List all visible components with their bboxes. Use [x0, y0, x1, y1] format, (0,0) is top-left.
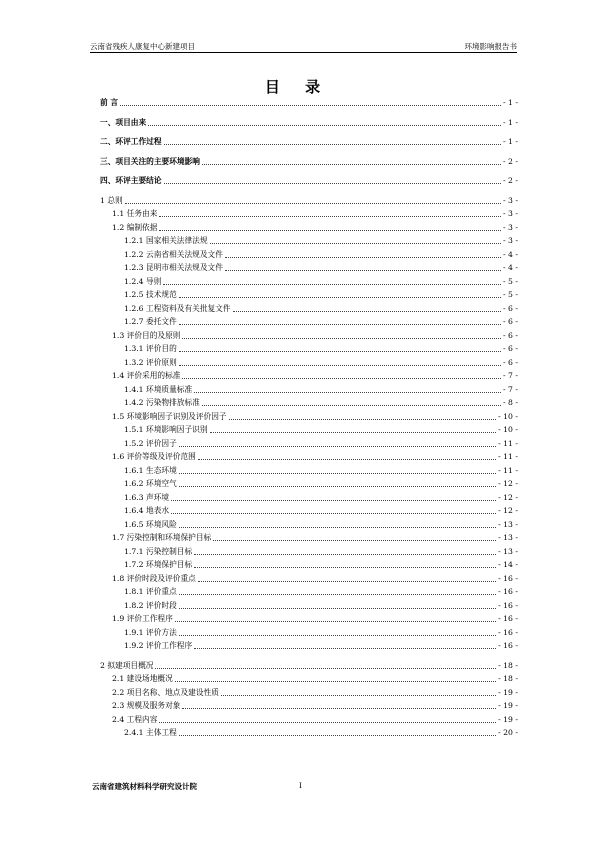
toc-leader-dots: [179, 486, 496, 487]
toc-entry-label: 二、环评工作过程: [100, 137, 162, 146]
toc-entry-label: 1.2.4 导则: [124, 276, 162, 286]
toc-leader-dots: [210, 243, 502, 244]
toc-entry-page: - 19 -: [498, 714, 518, 724]
toc-entry-page: - 11 -: [498, 438, 518, 448]
toc-entry-page: - 16 -: [498, 587, 518, 596]
toc-entry[interactable]: [112, 699, 518, 712]
toc-entry[interactable]: [100, 116, 518, 129]
toc-entry[interactable]: [100, 155, 518, 168]
toc-leader-dots: [229, 419, 497, 420]
toc-leader-dots: [179, 297, 501, 298]
toc-entry[interactable]: [124, 599, 518, 612]
toc-leader-dots: [159, 722, 496, 723]
toc-leader-dots: [202, 164, 501, 165]
toc-leader-dots: [179, 608, 496, 609]
toc-leader-dots: [194, 648, 496, 649]
toc-entry[interactable]: [124, 423, 518, 436]
toc-entry-page: - 8 -: [503, 398, 518, 407]
toc-entry-page: - 10 -: [498, 411, 518, 421]
toc-entry-label: 一、项目由来: [100, 117, 147, 127]
toc-entry-page: - 5 -: [503, 276, 518, 286]
toc-entry[interactable]: [112, 713, 518, 726]
toc-entry-page: - 6 -: [503, 303, 518, 313]
toc-entry-page: - 19 -: [498, 701, 518, 710]
toc-entry[interactable]: [112, 672, 518, 685]
toc-entry[interactable]: [112, 369, 518, 382]
toc-leader-dots: [171, 500, 496, 501]
toc-entry-page: - 20 -: [498, 728, 518, 737]
toc-entry-page: - 7 -: [503, 371, 518, 380]
footer-page-number: I: [299, 781, 302, 790]
toc-entry[interactable]: [124, 275, 518, 288]
toc-leader-dots: [179, 527, 496, 528]
toc-entry[interactable]: [124, 356, 518, 369]
toc-entry[interactable]: [112, 410, 518, 423]
toc-entry-label: 1.5.1 环境影响因子识别: [124, 425, 208, 434]
toc-leader-dots: [225, 270, 501, 271]
toc-entry-label: 1.1 任务由来: [112, 209, 158, 218]
toc-entry-label: 1.9.1 评价方法: [124, 627, 177, 637]
toc-entry-label: 1.6.3 声环境: [124, 492, 170, 502]
toc-entry[interactable]: [124, 491, 518, 504]
toc-entry-label: 1.9.2 评价工作程序: [124, 641, 193, 650]
toc-leader-dots: [198, 581, 496, 582]
toc-entry[interactable]: [124, 558, 518, 571]
toc-entry-page: - 4 -: [503, 249, 518, 259]
toc-entry-label: 1.7.1 污染控制目标: [124, 546, 193, 556]
toc-leader-dots: [179, 324, 501, 325]
toc-entry-page: - 2 -: [503, 176, 518, 185]
toc-leader-dots: [198, 459, 496, 460]
toc-entry[interactable]: [124, 464, 518, 477]
toc-entry-label: 1 总则: [100, 195, 123, 205]
toc-leader-dots: [210, 432, 497, 433]
toc-leader-dots: [155, 668, 496, 669]
footer-organization: 云南省建筑材料科学研究设计院: [92, 782, 197, 791]
toc-leader-dots: [182, 708, 496, 709]
toc-entry-label: 1.3 评价目的及原则: [112, 330, 181, 340]
toc-entry[interactable]: [124, 518, 518, 531]
toc-entry-label: 1.8 评价时段及评价重点: [112, 573, 196, 583]
toc-entry-label: 2.3 规模及服务对象: [112, 701, 181, 710]
toc-entry-label: 1.6.1 生态环境: [124, 465, 177, 475]
toc-entry[interactable]: [124, 626, 518, 639]
toc-entry-label: 1.2.5 技术规范: [124, 290, 177, 299]
toc-entry-label: 1.5 环境影响因子识别及评价因子: [112, 411, 227, 421]
toc-entry-page: - 1 -: [503, 117, 518, 127]
toc-entry-page: - 16 -: [498, 641, 518, 650]
toc-entry-page: - 16 -: [498, 614, 518, 623]
toc-entry-page: - 11 -: [498, 465, 518, 475]
toc-entry-label: 1.9 评价工作程序: [112, 614, 173, 623]
toc-entry-page: - 10 -: [498, 425, 518, 434]
toc-entry-page: - 18 -: [498, 674, 518, 683]
toc-entry-page: - 6 -: [503, 344, 518, 353]
toc-leader-dots: [179, 594, 496, 595]
toc-leader-dots: [194, 567, 496, 568]
toc-leader-dots: [179, 473, 496, 474]
toc-entry-page: - 3 -: [503, 236, 518, 245]
toc-entry-label: 1.3.2 评价原则: [124, 357, 177, 367]
toc-leader-dots: [179, 351, 501, 352]
header-project-name: 云南省残疾人康复中心新建项目: [90, 42, 195, 51]
toc-entry[interactable]: [124, 315, 518, 328]
toc-entry[interactable]: [124, 477, 518, 490]
toc-leader-dots: [221, 695, 496, 696]
toc-entry-label: 四、环评主要结论: [100, 176, 162, 185]
toc-leader-dots: [148, 125, 501, 126]
toc-leader-dots: [179, 365, 501, 366]
toc-entry[interactable]: [124, 437, 518, 450]
toc-entry-label: 1.2.3 昆明市相关法规及文件: [124, 263, 223, 272]
toc-entry[interactable]: [124, 248, 518, 261]
toc-leader-dots: [225, 257, 501, 258]
toc-entry-page: - 6 -: [503, 330, 518, 340]
toc-entry[interactable]: [112, 612, 518, 625]
toc-leader-dots: [182, 338, 501, 339]
toc-entry[interactable]: [124, 234, 518, 247]
page-header: [90, 38, 517, 53]
toc-entry[interactable]: [100, 659, 518, 672]
toc-entry-label: 1.2.1 国家相关法律法规: [124, 236, 208, 245]
toc-leader-dots: [164, 144, 502, 145]
toc-entry-label: 1.5.2 评价因子: [124, 438, 177, 448]
toc-entry-page: - 13 -: [498, 533, 518, 542]
toc-leader-dots: [194, 554, 496, 555]
toc-entry-page: - 18 -: [498, 660, 518, 670]
toc-entry-page: - 12 -: [498, 506, 518, 515]
toc-entry-page: - 13 -: [498, 546, 518, 556]
toc-entry-label: 2 拟建项目概况: [100, 660, 154, 670]
toc-entry-label: 1.6.2 环境空气: [124, 479, 177, 488]
toc-entry-page: - 1 -: [503, 137, 518, 146]
toc-entry-label: 1.4.1 环境质量标准: [124, 384, 193, 394]
toc-entry-page: - 7 -: [503, 384, 518, 394]
toc-leader-dots: [233, 311, 501, 312]
toc-leader-dots: [120, 105, 501, 106]
toc-entry[interactable]: [112, 531, 518, 544]
page-title: 目 录: [264, 78, 331, 96]
toc-leader-dots: [159, 216, 501, 217]
toc-entry-page: - 12 -: [498, 479, 518, 488]
toc-entry[interactable]: [124, 383, 518, 396]
toc-entry-label: 1.7.2 环境保护目标: [124, 560, 193, 569]
header-report-type: 环境影响报告书: [464, 42, 517, 51]
toc-entry-page: - 16 -: [498, 600, 518, 610]
toc-entry-label: 1.2 编制依据: [112, 222, 158, 232]
toc-entry-label: 1.8.1 评价重点: [124, 587, 177, 596]
toc-entry-page: - 5 -: [503, 290, 518, 299]
toc-entry-page: - 3 -: [503, 222, 518, 232]
toc-entry-label: 2.1 建设场地概况: [112, 674, 173, 683]
toc-entry-label: 1.4 评价采用的标准: [112, 371, 181, 380]
toc-entry-label: 前 言: [100, 98, 119, 107]
toc-leader-dots: [182, 378, 501, 379]
toc-entry-label: 1.2.7 委托文件: [124, 317, 177, 326]
toc-entry-label: 1.6.4 地表水: [124, 506, 170, 515]
toc-leader-dots: [159, 230, 501, 231]
toc-leader-dots: [213, 540, 496, 541]
toc-entry-page: - 11 -: [498, 452, 518, 461]
toc-entry-page: - 12 -: [498, 492, 518, 502]
toc-entry-page: - 3 -: [503, 195, 518, 205]
toc-entry[interactable]: [124, 396, 518, 409]
toc-leader-dots: [194, 392, 501, 393]
toc-entry-page: - 16 -: [498, 627, 518, 637]
toc-leader-dots: [171, 513, 496, 514]
toc-entry[interactable]: [112, 450, 518, 463]
toc-entry-label: 1.8.2 评价时段: [124, 600, 177, 610]
toc-entry[interactable]: [124, 504, 518, 517]
toc-entry[interactable]: [100, 135, 518, 148]
toc-entry[interactable]: [100, 194, 518, 207]
toc-entry[interactable]: [112, 329, 518, 342]
toc-entry-page: - 1 -: [503, 98, 518, 107]
toc-entry-label: 1.6.5 环境风险: [124, 519, 177, 529]
toc-entry[interactable]: [124, 639, 518, 652]
toc-entry-page: - 2 -: [503, 156, 518, 166]
toc-entry[interactable]: [112, 207, 518, 220]
toc-leader-dots: [179, 446, 496, 447]
toc-entry-label: 2.4.1 主体工程: [124, 728, 177, 737]
toc-entry[interactable]: [112, 572, 518, 585]
toc-leader-dots: [179, 735, 496, 736]
toc-leader-dots: [175, 621, 496, 622]
toc-entry-label: 1.6 评价等级及评价范围: [112, 452, 196, 461]
toc-entry[interactable]: [112, 221, 518, 234]
toc-leader-dots: [202, 405, 501, 406]
toc-entry-label: 1.3.1 评价目的: [124, 344, 177, 353]
toc-entry[interactable]: [100, 96, 518, 109]
toc-entry[interactable]: [124, 302, 518, 315]
toc-entry-label: 1.2.6 工程资料及有关批复文件: [124, 303, 231, 313]
toc-entry[interactable]: [100, 174, 518, 187]
toc-entry[interactable]: [124, 585, 518, 598]
toc-entry-label: 1.2.2 云南省相关法规及文件: [124, 249, 223, 259]
toc-entry-page: - 6 -: [503, 357, 518, 367]
toc-entry[interactable]: [124, 726, 518, 739]
toc-entry-page: - 6 -: [503, 317, 518, 326]
toc-entry-label: 1.4.2 污染物排放标准: [124, 398, 200, 407]
toc-entry-page: - 13 -: [498, 519, 518, 529]
toc-leader-dots: [125, 203, 501, 204]
toc-entry-label: 三、项目关注的主要环境影响: [100, 156, 200, 166]
toc-entry[interactable]: [124, 342, 518, 355]
toc-leader-dots: [163, 284, 501, 285]
toc-entry[interactable]: [124, 545, 518, 558]
toc-entry[interactable]: [124, 261, 518, 274]
toc-entry-page: - 4 -: [503, 263, 518, 272]
toc-entry[interactable]: [124, 288, 518, 301]
toc-leader-dots: [175, 681, 496, 682]
toc-leader-dots: [179, 635, 496, 636]
toc-entry[interactable]: [112, 686, 518, 699]
toc-leader-dots: [164, 183, 502, 184]
toc-entry-page: - 14 -: [498, 560, 518, 569]
toc-entry-page: - 19 -: [498, 687, 518, 697]
toc-entry-label: 1.7 污染控制和环境保护目标: [112, 533, 212, 542]
toc-entry-page: - 16 -: [498, 573, 518, 583]
toc-entry-label: 2.4 工程内容: [112, 714, 158, 724]
toc-entry-page: - 3 -: [503, 209, 518, 218]
page-footer: [92, 781, 302, 792]
toc-entry-label: 2.2 项目名称、地点及建设性质: [112, 687, 219, 697]
